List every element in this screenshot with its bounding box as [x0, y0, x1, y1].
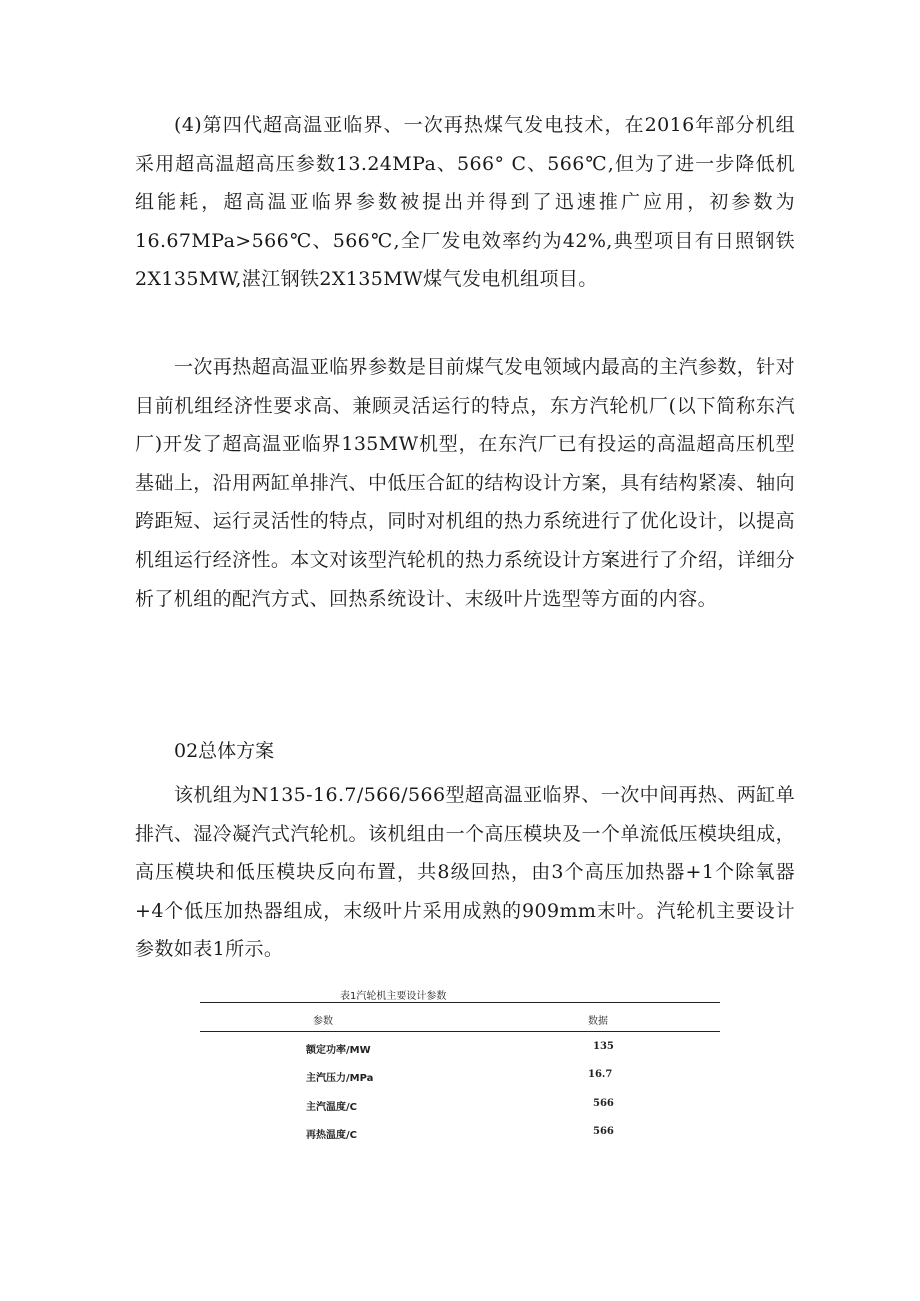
table-cell-parameter: 再热温度/C — [306, 1130, 357, 1141]
table-top-rule — [200, 1002, 720, 1003]
section-heading-overall-plan: 02总体方案 — [174, 740, 275, 762]
paragraph-fourth-generation-tech: (4)第四代超高温亚临界、一次再热煤气发电技术，在2016年部分机组采用超高温超高压参数13.24MPa、566° C、566℃,但为了进一步降低机组能耗，超高温亚临界参数被提出并得到了迅速推广应用，初参数为16.67MPa>566℃、566℃,全厂发电效率约为42%,典型项目有日照钢铁2X135MW,湛江钢铁2X135MW煤气发电机组项目。 — [135, 114, 795, 291]
table-cell-value: 566 — [593, 1098, 614, 1109]
table-header-rule — [200, 1031, 720, 1032]
table-caption: 表1汽轮机主要设计参数 — [340, 991, 447, 1002]
table-cell-value: 566 — [593, 1126, 614, 1137]
table-cell-value: 16.7 — [588, 1069, 613, 1080]
table-cell-parameter: 主汽压力/MPa — [306, 1073, 374, 1084]
paragraph-unit-description: 该机组为N135-16.7/566/566型超高温亚临界、一次中间再热、两缸单排汽、湿冷凝汽式汽轮机。该机组由一个高压模块及一个单流低压模块组成，高压模块和低压模块反向布置，共8级回热，由3个高压加热器+1个除氧器+4个低压加热器组成，末级叶片采用成熟的909mm末叶。汽轮机主要设计参数如表1所示。 — [135, 784, 795, 961]
table-header-parameter: 参数 — [313, 1016, 333, 1027]
paragraph-reheat-parameters: 一次再热超高温亚临界参数是目前煤气发电领域内最高的主汽参数，针对目前机组经济性要求高、兼顾灵活运行的特点，东方汽轮机厂(以下简称东汽厂)开发了超高温亚临界135MW机型，在东汽厂已有投运的高温超高压机型基础上，沿用两缸单排汽、中低压合缸的结构设计方案，具有结构紧凑、轴向跨距短、运行灵活性的特点，同时对机组的热力系统进行了优化设计，以提高机组运行经济性。本文对该型汽轮机的热力系统设计方案进行了介绍，详细分析了机组的配汽方式、回热系统设计、末级叶片选型等方面的内容。 — [135, 356, 795, 610]
table-cell-parameter: 主汽温度/C — [306, 1102, 357, 1113]
table-header-value: 数据 — [588, 1016, 608, 1027]
table-cell-value: 135 — [593, 1041, 614, 1052]
table-cell-parameter: 额定功率/MW — [306, 1045, 371, 1056]
